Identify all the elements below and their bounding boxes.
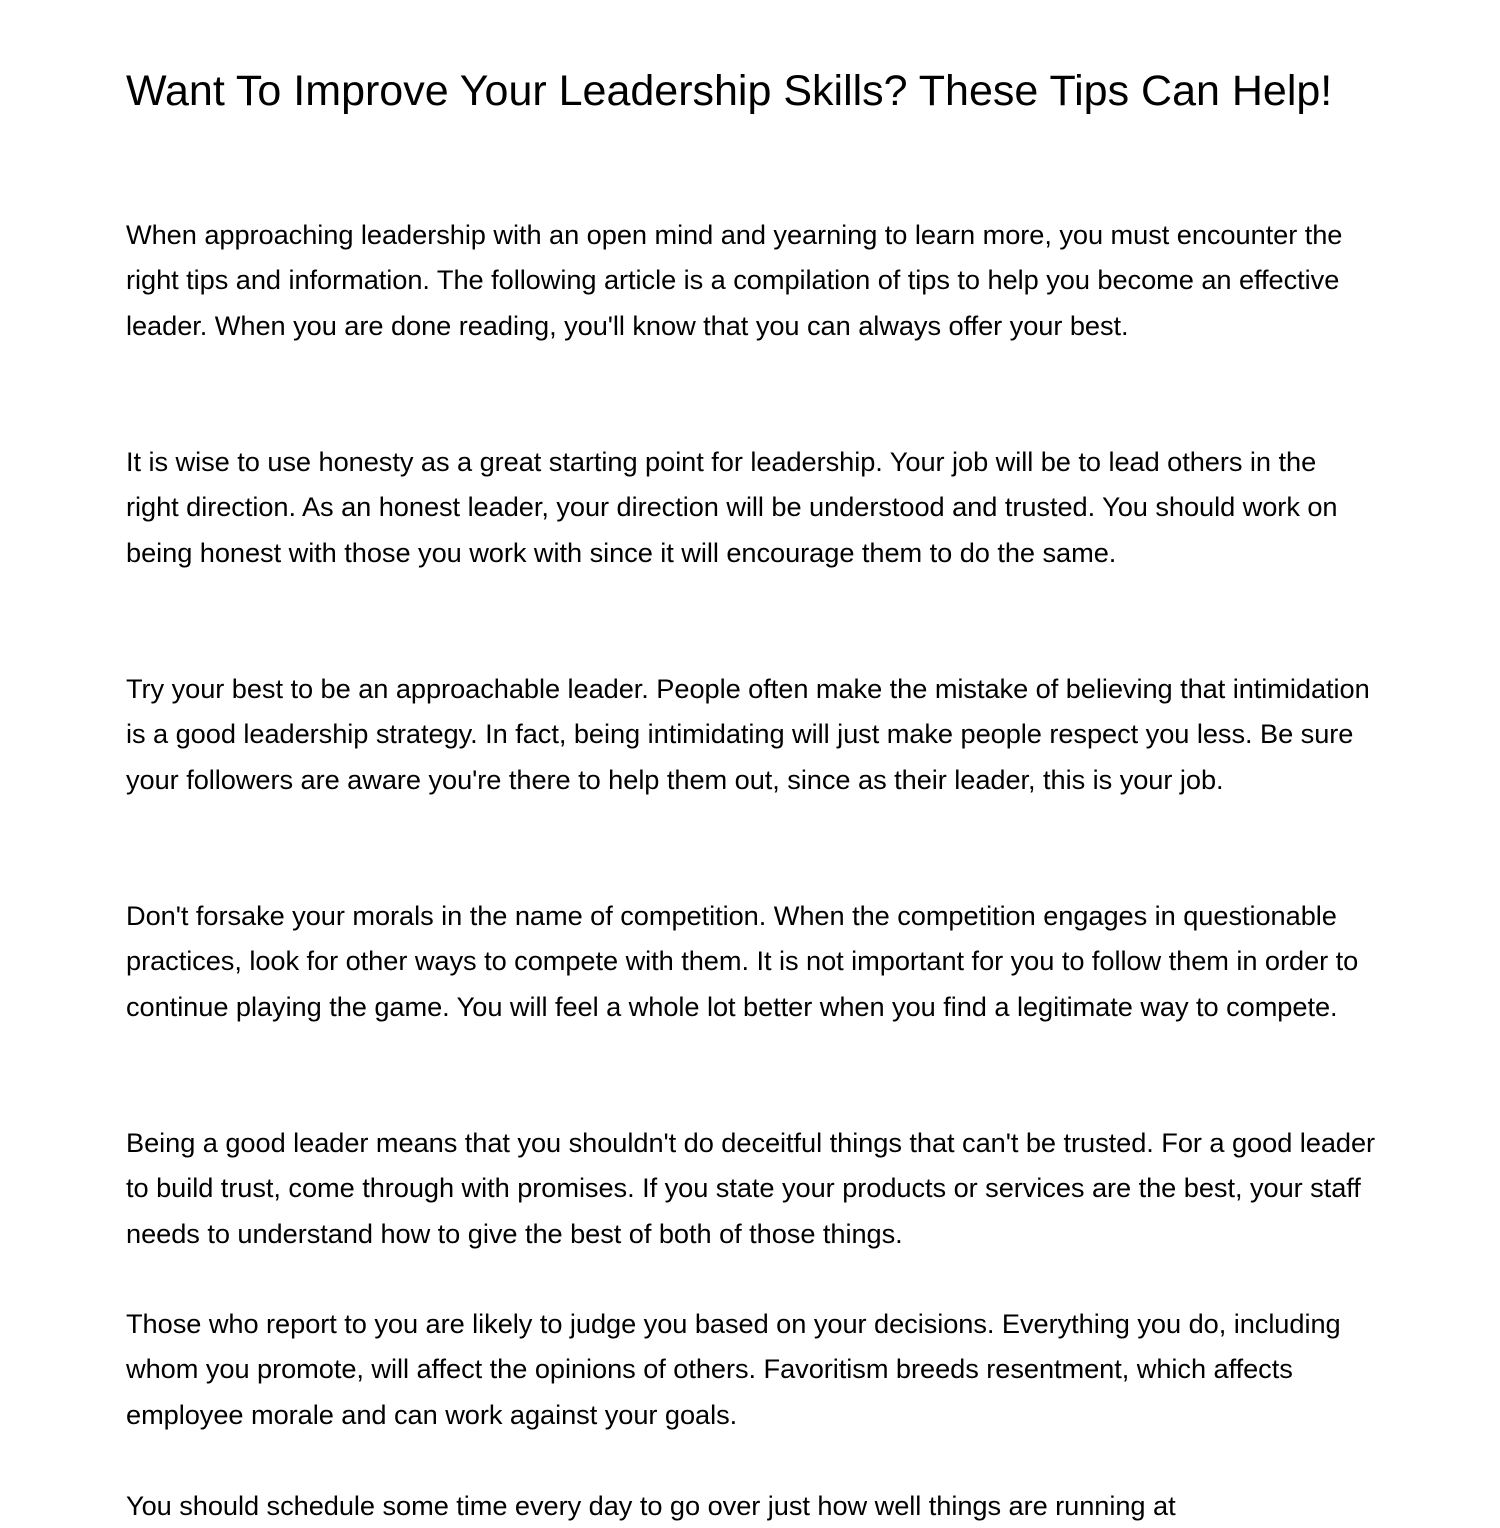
- paragraph: When approaching leadership with an open mind and yearning to learn more, you must encounter the right tips and information. The following article is a compilation of tips to help you become an effective leader. When you are done reading, you'll know that you can always offer your best.: [126, 219, 1343, 341]
- paragraph: Those who report to you are likely to judge you based on your decisions. Everything you do, including whom you promote, will affect the opinions of others. Favoritism breeds resentment, which affects employee morale and can work against your goals.: [126, 1308, 1341, 1430]
- paragraph: It is wise to use honesty as a great starting point for leadership. Your job will be to lead others in the right direction. As an honest leader, your direction will be understood and trusted. You should work on being honest with those you work with since it will encourage them to do the same.: [126, 446, 1338, 568]
- page-title: Want To Improve Your Leadership Skills? These Tips Can Help!: [126, 67, 1333, 115]
- paragraph-partial: You should schedule some time every day to go over just how well things are running at: [126, 1490, 1176, 1521]
- paragraph: Being a good leader means that you shouldn't do deceitful things that can't be trusted. For a good leader to build trust, come through with promises. If you state your products or services are the best, your staff needs to understand how to give the best of both of those things.: [126, 1127, 1376, 1249]
- paragraph: Don't forsake your morals in the name of competition. When the competition engages in questionable practices, look for other ways to compete with them. It is not important for you to follow them in order to continue playing the game. You will feel a whole lot better when you find a legitimate way to compete.: [126, 900, 1359, 1022]
- paragraph: Try your best to be an approachable leader. People often make the mistake of believing that intimidation is a good leadership strategy. In fact, being intimidating will just make people respect you less. Be sure your followers are aware you're there to help them out, since as their leader, this is your job.: [126, 673, 1370, 795]
